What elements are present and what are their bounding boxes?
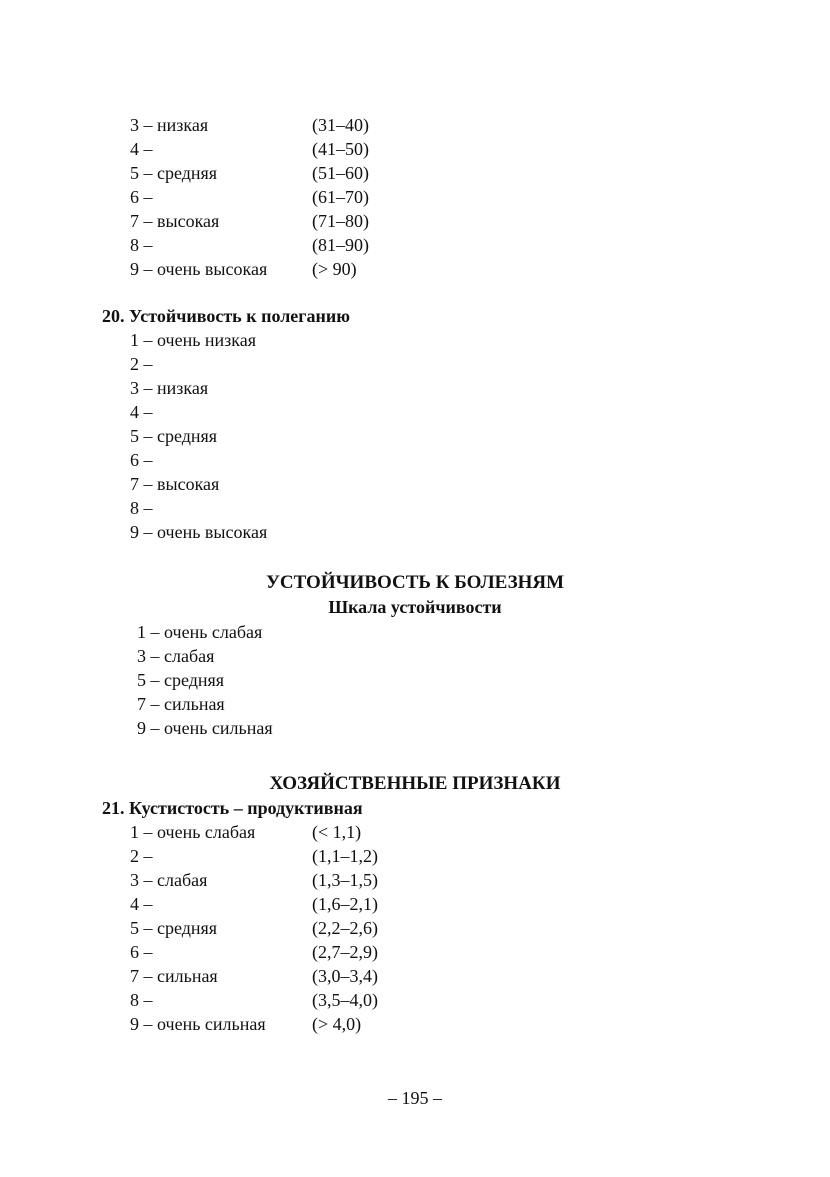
page-number: – 195 – bbox=[388, 1088, 442, 1108]
list-item: 4 – bbox=[130, 402, 153, 422]
scale-label: 1 – очень слабая bbox=[130, 822, 256, 842]
scale-label: 7 – сильная bbox=[130, 966, 218, 986]
scale-label: 5 – средняя bbox=[130, 163, 218, 183]
scale-range: (3,0–3,4) bbox=[312, 966, 378, 986]
scale-range: (1,3–1,5) bbox=[312, 870, 378, 890]
list-item: 7 – высокая bbox=[130, 474, 220, 494]
scale-range: (1,1–1,2) bbox=[312, 846, 378, 866]
scale-range: (41–50) bbox=[312, 139, 369, 159]
scale-label: 6 – bbox=[130, 942, 153, 962]
scale-range: (81–90) bbox=[312, 235, 369, 255]
scale-range: (> 4,0) bbox=[312, 1014, 362, 1034]
scale-label: 8 – bbox=[130, 235, 153, 255]
list-item: 3 – слабая bbox=[137, 646, 215, 666]
list-item: 9 – очень высокая bbox=[130, 522, 268, 542]
scale-range: (3,5–4,0) bbox=[312, 990, 378, 1010]
list-item: 7 – сильная bbox=[137, 694, 225, 714]
section-heading-tillering: 21. Кустистость – продуктивная bbox=[102, 798, 363, 818]
list-item: 1 – очень слабая bbox=[137, 622, 263, 642]
scale-label: 9 – очень сильная bbox=[130, 1014, 266, 1034]
list-item: 9 – очень сильная bbox=[137, 718, 273, 738]
list-item: 5 – средняя bbox=[137, 670, 225, 690]
scale-label: 3 – слабая bbox=[130, 870, 208, 890]
section-heading-lodging: 20. Устойчивость к полеганию bbox=[102, 306, 350, 326]
scale-label: 9 – очень высокая bbox=[130, 259, 268, 279]
scale-label: 4 – bbox=[130, 894, 153, 914]
list-item: 3 – низкая bbox=[130, 378, 209, 398]
list-item: 6 – bbox=[130, 450, 153, 470]
scale-range: (< 1,1) bbox=[312, 822, 362, 842]
scale-range: (> 90) bbox=[312, 259, 357, 279]
list-item: 1 – очень низкая bbox=[130, 330, 257, 350]
scale-range: (51–60) bbox=[312, 163, 369, 183]
scale-label: 7 – высокая bbox=[130, 211, 220, 231]
scale-label: 5 – средняя bbox=[130, 918, 218, 938]
scale-range: (31–40) bbox=[312, 115, 369, 135]
scale-range: (1,6–2,1) bbox=[312, 894, 378, 914]
scale-label: 6 – bbox=[130, 187, 153, 207]
scale-label: 3 – низкая bbox=[130, 115, 209, 135]
scale-range: (61–70) bbox=[312, 187, 369, 207]
list-item: 5 – средняя bbox=[130, 426, 218, 446]
section-title-diseases: УСТОЙЧИВОСТЬ К БОЛЕЗНЯМ bbox=[265, 572, 565, 593]
scale-label: 8 – bbox=[130, 990, 153, 1010]
section-title-economic: ХОЗЯЙСТВЕННЫЕ ПРИЗНАКИ bbox=[269, 773, 561, 794]
scale-label: 2 – bbox=[130, 846, 153, 866]
scale-label: 4 – bbox=[130, 139, 153, 159]
scale-range: (71–80) bbox=[312, 211, 369, 231]
list-item: 8 – bbox=[130, 498, 153, 518]
list-item: 2 – bbox=[130, 354, 153, 374]
scale-range: (2,7–2,9) bbox=[312, 942, 378, 962]
scale-range: (2,2–2,6) bbox=[312, 918, 378, 938]
section-subtitle-scale: Шкала устойчивости bbox=[328, 597, 502, 617]
